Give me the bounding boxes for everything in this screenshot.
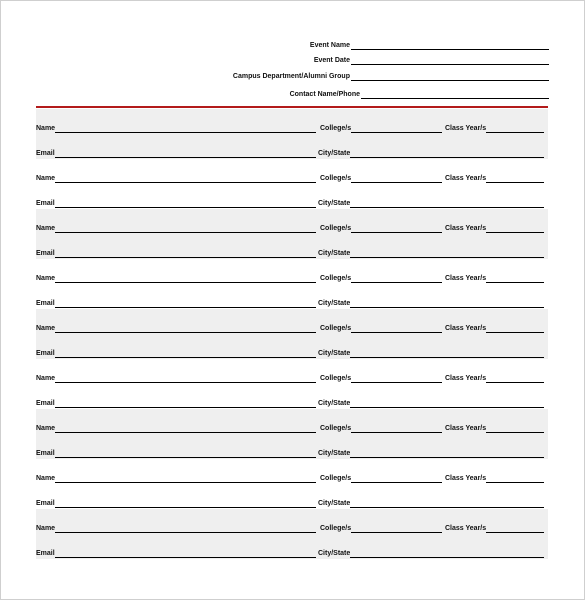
class-year-field[interactable] [486, 424, 544, 433]
entries-list [36, 109, 548, 559]
list-item [36, 509, 548, 559]
entry-line-1 [36, 123, 544, 133]
email-segment [36, 399, 316, 408]
city-state-field[interactable] [350, 449, 544, 458]
college-field[interactable] [351, 174, 442, 183]
contact-line [201, 87, 549, 99]
class-year-segment [445, 274, 544, 283]
college-field[interactable] [351, 374, 442, 383]
college-segment [320, 274, 442, 283]
college-field[interactable] [351, 224, 442, 233]
entry-line-1 [36, 423, 544, 433]
name-segment [36, 174, 316, 183]
class-year-label: Class Year/s [445, 375, 487, 382]
entry-line-1 [36, 523, 544, 533]
name-segment [36, 474, 316, 483]
email-field[interactable] [55, 149, 316, 158]
city-state-segment [318, 199, 544, 208]
city-state-segment [318, 149, 544, 158]
entry-line-2 [36, 548, 544, 558]
name-field[interactable] [55, 324, 316, 333]
city-state-segment [318, 249, 544, 258]
name-label: Name [36, 175, 56, 182]
name-segment [36, 324, 316, 333]
college-field[interactable] [351, 524, 442, 533]
college-label: College/s [320, 425, 352, 432]
entry-line-1 [36, 273, 544, 283]
city-state-field[interactable] [350, 199, 544, 208]
college-label: College/s [320, 125, 352, 132]
department-line [201, 69, 549, 81]
city-state-field[interactable] [350, 249, 544, 258]
list-item [36, 309, 548, 359]
class-year-segment [445, 324, 544, 333]
email-field[interactable] [55, 349, 316, 358]
college-field[interactable] [351, 474, 442, 483]
class-year-label: Class Year/s [445, 275, 487, 282]
city-state-field[interactable] [350, 499, 544, 508]
class-year-segment [445, 474, 544, 483]
class-year-field[interactable] [486, 324, 544, 333]
college-field[interactable] [351, 124, 442, 133]
name-label: Name [36, 375, 56, 382]
email-field[interactable] [55, 449, 316, 458]
event-name-line [201, 38, 549, 50]
email-field[interactable] [55, 549, 316, 558]
city-state-field[interactable] [350, 399, 544, 408]
city-state-field[interactable] [350, 549, 544, 558]
email-segment [36, 199, 316, 208]
city-state-label: City/State [318, 400, 351, 407]
college-label: College/s [320, 225, 352, 232]
class-year-label: Class Year/s [445, 425, 487, 432]
city-state-label: City/State [318, 300, 351, 307]
class-year-segment [445, 224, 544, 233]
city-state-segment [318, 549, 544, 558]
class-year-label: Class Year/s [445, 325, 487, 332]
college-label: College/s [320, 525, 352, 532]
city-state-segment [318, 499, 544, 508]
entry-line-2 [36, 348, 544, 358]
class-year-field[interactable] [486, 374, 544, 383]
email-segment [36, 449, 316, 458]
entry-line-2 [36, 148, 544, 158]
name-label: Name [36, 125, 56, 132]
contact-field[interactable] [361, 90, 549, 99]
class-year-field[interactable] [486, 274, 544, 283]
college-field[interactable] [351, 424, 442, 433]
email-label: Email [36, 300, 55, 307]
list-item [36, 359, 548, 409]
class-year-field[interactable] [486, 174, 544, 183]
name-field[interactable] [55, 274, 316, 283]
event-date-field[interactable] [351, 56, 549, 65]
name-field[interactable] [55, 224, 316, 233]
name-field[interactable] [55, 524, 316, 533]
email-segment [36, 149, 316, 158]
city-state-label: City/State [318, 450, 351, 457]
list-item [36, 109, 548, 159]
name-segment [36, 224, 316, 233]
list-item [36, 209, 548, 259]
class-year-segment [445, 174, 544, 183]
name-label: Name [36, 425, 56, 432]
email-label: Email [36, 550, 55, 557]
entry-line-2 [36, 198, 544, 208]
email-label: Email [36, 350, 55, 357]
city-state-label: City/State [318, 200, 351, 207]
name-segment [36, 274, 316, 283]
college-label: College/s [320, 325, 352, 332]
college-segment [320, 374, 442, 383]
entry-line-2 [36, 248, 544, 258]
college-field[interactable] [351, 274, 442, 283]
city-state-field[interactable] [350, 349, 544, 358]
class-year-label: Class Year/s [445, 225, 487, 232]
email-label: Email [36, 450, 55, 457]
entry-line-2 [36, 298, 544, 308]
class-year-segment [445, 124, 544, 133]
email-label: Email [36, 500, 55, 507]
email-label: Email [36, 250, 55, 257]
class-year-segment [445, 374, 544, 383]
college-segment [320, 474, 442, 483]
college-label: College/s [320, 375, 352, 382]
city-state-label: City/State [318, 250, 351, 257]
class-year-field[interactable] [486, 124, 544, 133]
college-field[interactable] [351, 324, 442, 333]
email-segment [36, 499, 316, 508]
entry-line-1 [36, 323, 544, 333]
event-name-field[interactable] [351, 41, 549, 50]
name-field[interactable] [55, 124, 316, 133]
city-state-label: City/State [318, 500, 351, 507]
name-segment [36, 524, 316, 533]
name-label: Name [36, 525, 56, 532]
email-field[interactable] [55, 399, 316, 408]
name-label: Name [36, 225, 56, 232]
name-field[interactable] [55, 474, 316, 483]
college-segment [320, 424, 442, 433]
email-segment [36, 549, 316, 558]
list-item [36, 459, 548, 509]
email-segment [36, 299, 316, 308]
name-segment [36, 374, 316, 383]
entry-line-2 [36, 398, 544, 408]
list-item [36, 159, 548, 209]
college-segment [320, 224, 442, 233]
college-label: College/s [320, 275, 352, 282]
city-state-segment [318, 399, 544, 408]
college-segment [320, 524, 442, 533]
city-state-field[interactable] [350, 149, 544, 158]
entry-line-2 [36, 498, 544, 508]
name-label: Name [36, 325, 56, 332]
event-name-label: Event Name [309, 42, 350, 49]
email-segment [36, 349, 316, 358]
email-segment [36, 249, 316, 258]
class-year-label: Class Year/s [445, 475, 487, 482]
email-label: Email [36, 150, 55, 157]
college-segment [320, 124, 442, 133]
name-field[interactable] [55, 174, 316, 183]
entry-line-2 [36, 448, 544, 458]
department-label: Campus Department/Alumni Group [232, 73, 350, 80]
city-state-segment [318, 299, 544, 308]
department-field[interactable] [351, 72, 549, 81]
class-year-field[interactable] [486, 524, 544, 533]
class-year-field[interactable] [486, 474, 544, 483]
name-segment [36, 424, 316, 433]
city-state-field[interactable] [350, 299, 544, 308]
name-label: Name [36, 275, 56, 282]
entry-line-1 [36, 473, 544, 483]
class-year-label: Class Year/s [445, 525, 487, 532]
list-item [36, 259, 548, 309]
entry-line-1 [36, 173, 544, 183]
class-year-segment [445, 524, 544, 533]
class-year-label: Class Year/s [445, 125, 487, 132]
contact-label: Contact Name/Phone [289, 91, 360, 98]
entry-line-1 [36, 223, 544, 233]
city-state-segment [318, 349, 544, 358]
city-state-label: City/State [318, 150, 351, 157]
college-segment [320, 324, 442, 333]
college-segment [320, 174, 442, 183]
city-state-label: City/State [318, 550, 351, 557]
email-field[interactable] [55, 499, 316, 508]
city-state-label: City/State [318, 350, 351, 357]
email-field[interactable] [55, 299, 316, 308]
name-segment [36, 124, 316, 133]
email-field[interactable] [55, 199, 316, 208]
event-date-line [201, 53, 549, 65]
class-year-field[interactable] [486, 224, 544, 233]
name-field[interactable] [55, 424, 316, 433]
email-field[interactable] [55, 249, 316, 258]
city-state-segment [318, 449, 544, 458]
list-item [36, 409, 548, 459]
entry-line-1 [36, 373, 544, 383]
class-year-label: Class Year/s [445, 175, 487, 182]
email-label: Email [36, 200, 55, 207]
event-date-label: Event Date [313, 57, 350, 64]
college-label: College/s [320, 175, 352, 182]
college-label: College/s [320, 475, 352, 482]
name-field[interactable] [55, 374, 316, 383]
email-label: Email [36, 400, 55, 407]
class-year-segment [445, 424, 544, 433]
header-divider [36, 106, 548, 108]
name-label: Name [36, 475, 56, 482]
